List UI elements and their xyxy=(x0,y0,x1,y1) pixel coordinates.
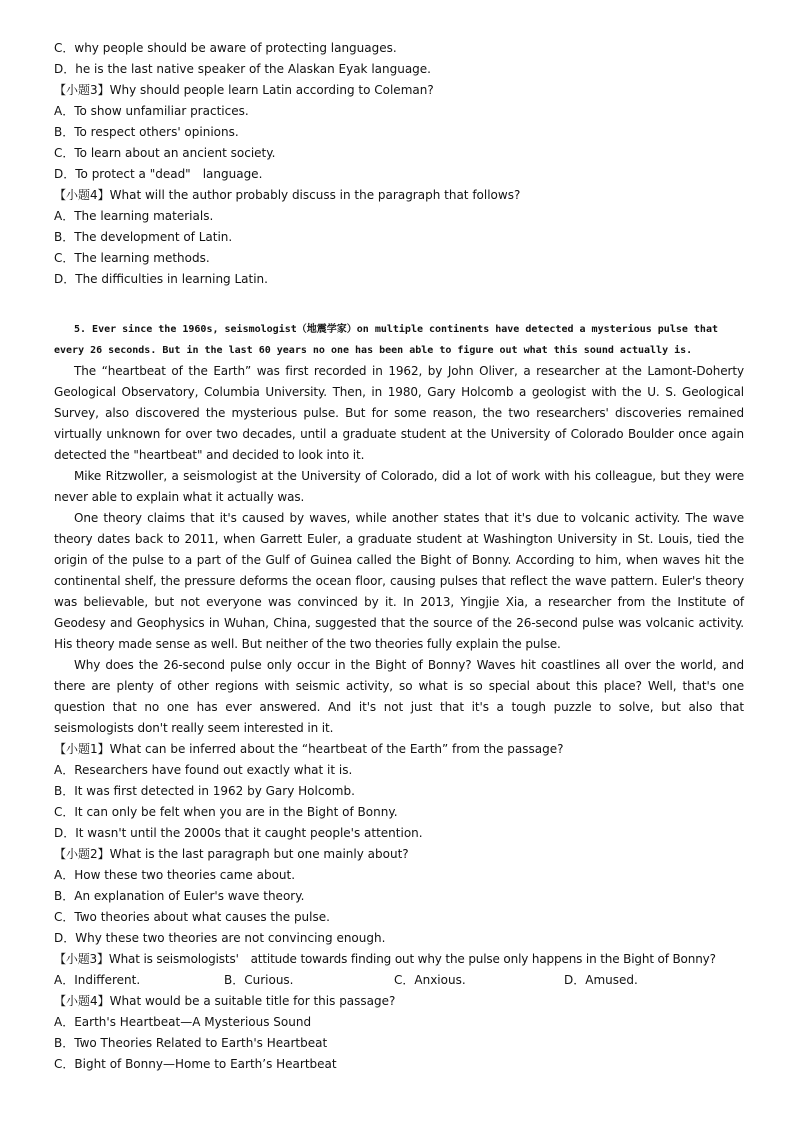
prev-q2-option-c: C．why people should be aware of protecting languages. xyxy=(54,41,397,55)
q1-stem: 【小题1】What can be inferred about the “heartbeat of the Earth” from the passage? xyxy=(54,742,564,756)
q4-option-a: A．Earth's Heartbeat—A Mysterious Sound xyxy=(54,1015,312,1029)
prev-q3-option-c: C．To learn about an ancient society. xyxy=(54,146,276,160)
prev-q4-option-b: B．The development of Latin. xyxy=(54,230,233,244)
q3-option-d: D．Amused. xyxy=(564,973,638,987)
q1-option-b: B．It was first detected in 1962 by Gary Holcomb. xyxy=(54,784,355,798)
prev-q3-option-a: A．To show unfamiliar practices. xyxy=(54,104,249,118)
prev-q3-option-d: D．To protect a "dead" language. xyxy=(54,167,263,181)
passage-intro: 5. Ever since the 1960s, seismologist（地震学家）on multiple continents have detected a mysterious pulse that every 26 seconds. But in the last 60 years no one has been able to figure out what this sound actually is. xyxy=(54,324,718,356)
passage-paragraph-2: Mike Ritzwoller, a seismologist at the University of Colorado, did a lot of work with his colleague, but they were never able to explain what it actually was. xyxy=(54,469,744,504)
prev-q4-option-a: A．The learning materials. xyxy=(54,209,214,223)
q4-stem: 【小题4】What would be a suitable title for this passage? xyxy=(54,994,396,1008)
q2-stem: 【小题2】What is the last paragraph but one mainly about? xyxy=(54,847,409,861)
prev-q4-option-d: D．The difficulties in learning Latin. xyxy=(54,272,268,286)
passage-paragraph-4: Why does the 26-second pulse only occur in the Bight of Bonny? Waves hit coastlines all over the world, and there are plenty of other regions with seismic activity, so what is so special about this place? Well, that's one question that no one has ever answered. And it's not just that it's a tough puzzle to solve, but also that seismologists don't really seem interested in it. xyxy=(54,658,744,735)
prev-q2-option-d: D．he is the last native speaker of the Alaskan Eyak language. xyxy=(54,62,431,76)
q3-option-c: C．Anxious. xyxy=(394,973,466,987)
q1-option-d: D．It wasn't until the 2000s that it caught people's attention. xyxy=(54,826,423,840)
passage-paragraph-3: One theory claims that it's caused by waves, while another states that it's due to volcanic activity. The wave theory dates back to 2011, when Garrett Euler, a graduate student at Washington University in St. Louis, tied the origin of the pulse to a part of the Gulf of Guinea called the Bight of Bonny. According to him, when waves hit the continental shelf, the pressure deforms the ocean floor, causing pulses that reflect the wave pattern. Euler's theory was believable, but not everyone was convinced by it. In 2013, Yingjie Xia, a researcher from the Institute of Geodesy and Geophysics in Wuhan, China, suggested that the source of the 26-second pulse was volcanic activity. His theory made sense as well. But neither of the two theories fully explain the pulse. xyxy=(54,511,744,651)
q4-option-c: C．Bight of Bonny—Home to Earth’s Heartbeat xyxy=(54,1057,337,1071)
prev-q4-option-c: C．The learning methods. xyxy=(54,251,210,265)
q2-option-c: C．Two theories about what causes the pulse. xyxy=(54,910,330,924)
prev-q3-stem: 【小题3】Why should people learn Latin according to Coleman? xyxy=(54,83,434,97)
q2-option-d: D．Why these two theories are not convincing enough. xyxy=(54,931,386,945)
q1-option-a: A．Researchers have found out exactly what it is. xyxy=(54,763,353,777)
q1-option-c: C．It can only be felt when you are in the Bight of Bonny. xyxy=(54,805,398,819)
q4-option-b: B．Two Theories Related to Earth's Heartbeat xyxy=(54,1036,328,1050)
q2-option-b: B．An explanation of Euler's wave theory. xyxy=(54,889,305,903)
q3-stem: 【小题3】What is seismologists' attitude towards finding out why the pulse only happens in the Bight of Bonny? xyxy=(54,952,716,966)
q3-option-a: A．Indifferent. xyxy=(54,973,141,987)
passage-paragraph-1: The “heartbeat of the Earth” was first recorded in 1962, by John Oliver, a researcher at the Lamont-Doherty Geological Observatory, Columbia University. Then, in 1980, Gary Holcomb a geologist with the U. S. Geological Survey, also discovered the mysterious pulse. But for some reason, the two researchers' discoveries remained virtually unknown for over two decades, until a graduate student at the University of Colorado Boulder once again detected the "heartbeat" and decided to look into it. xyxy=(54,364,744,462)
q2-option-a: A．How these two theories came about. xyxy=(54,868,296,882)
prev-q4-stem: 【小题4】What will the author probably discuss in the paragraph that follows? xyxy=(54,188,521,202)
q3-options-row xyxy=(54,970,744,991)
prev-q3-option-b: B．To respect others' opinions. xyxy=(54,125,239,139)
q3-option-b: B．Curious. xyxy=(224,973,294,987)
